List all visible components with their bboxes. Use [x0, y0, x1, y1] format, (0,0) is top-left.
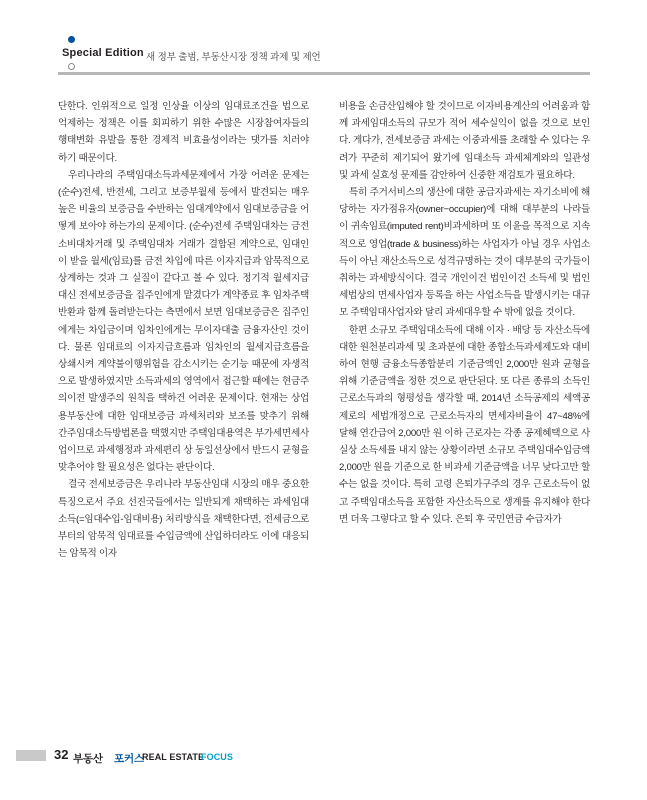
page-number: 32 — [54, 747, 69, 762]
paragraph: 우리나라의 주택임대소득과세문제에서 가장 어려운 문제는 (순수)전세, 반전세, 그리고 보증부월세 등에서 발견되는 매우 높은 비율의 보증금을 수반하는 임대계약에서 임대보증금을 어떻게 보아야 하는가의 문제이다. (순수)전세 주택임대차는 금전소비대차거래 및 주택임대차 거래가 결합된 계약으로, 임대인이 받을 월세(임료)를 금전 차입에 따른 이자지급과 암묵적으로 상계하는 것과 그 실질이 같다고 볼 수 있다. 정기적 월세지급 대신 전세보증금을 집주인에게 맡겼다가 계약종료 후 임차주택반환과 함께 돌려받는다는 측면에서 보면 임대보증금은 집주인에게는 차입금이며 임차인에게는 무이자대출 금융자산인 것이다. 물론 임대료의 이자지급흐름과 임차인의 월세지급흐름을 상쇄시켜 계약불이행위험을 감소시키는 순기능 때문에 자생적으로 발생하였지만 소득과세의 영역에서 접근할 때에는 현금주의이전 발생주의 원칙을 택하건 어려운 문제이다. 현재는 상업용부동산에 대한 임대보증금 과세처리와 보조를 맞추기 위해 간주임대소득방법론을 택했지만 주택임대용역은 부가세면세사업이므로 과세행정과 과세편리 상 동일선상에서 반드시 균형을 맞추어야 할 필요성은 없다는 판단이다. — [58, 169, 309, 474]
footer-accent-bar — [16, 750, 46, 761]
outline-dot-icon — [68, 63, 75, 70]
header-subtitle: 새 정부 출범, 부동산시장 정책 과제 및 제언 — [146, 51, 321, 63]
page-header — [58, 36, 590, 76]
header-special-edition-label: Special Edition — [62, 47, 144, 59]
paragraph: 결국 전세보증금은 우리나라 부동산임대 시장의 매우 중요한 특징으로서 주요 선진국들에서는 일반되게 채택하는 과세임대소득(=임대수입-임대비용) 처리방식을 채택한다면, 전세금으로부터의 암묵적 임대료를 수입금액에 산입하더라도 이에 대응되는 암묵적 이자 — [58, 479, 309, 560]
paragraph: 단한다. 인위적으로 일정 인상율 이상의 임대료조건을 법으로 억제하는 정책은 이를 회피하기 위한 수많은 시장참여자들의 행태변화 유발을 통한 경제적 비효율성이라는 댓가를 치러야 하기 때문이다. — [58, 101, 309, 164]
footer-journal-focus-en: FOCUS — [201, 752, 233, 762]
paragraph: 특히 주거서비스의 생산에 대한 공급자과세는 자기소비에 해당하는 자가점유자(owner−occupier)에 대해 대부분의 나라들이 귀속임료(imputed rent)비과세하며 또 이윤을 목적으로 지속적으로 영업(trade & business)하는 사업자가 아닐 경우 사업소득이 아닌 재산소득으로 성격규명하는 것이 대부분의 국가들이 취하는 과세방식이다. 결국 개인이건 법인이건 소득세 및 법인세법상의 면세사업자 등록을 하는 사업소득을 발생시키는 대규모 주택임대사업자와 달리 과세대우할 수 밖에 없을 것이다. — [339, 187, 590, 319]
footer-journal-title-en: REAL ESTATE — [142, 752, 205, 762]
body-columns — [58, 98, 590, 562]
paragraph: 한편 소규모 주택임대소득에 대해 이자 · 배당 등 자산소득에 대한 원천분리과세 및 초과분에 대한 종합소득과세제도와 대비하여 현행 금융소득종합분리 기준금액인 2,000만 원과 균형을 위해 기준금액을 정한 것으로 판단된다. 또 다른 종류의 소득인 근로소득과의 형평성을 생각할 때, 2014년 소득공제의 세액공제로의 세법개정으로 근로소득자의 면세자비율이 47~48%에 달해 연간급여 2,000만 원 이하 근로자는 각종 공제혜택으로 사실상 소득세를 내지 않는 상황이라면 소규모 주택임대수입금액 2,000만 원을 기준으로 한 비과세 기준금액을 너무 낮다고만 할 수는 없을 것이다. 특히 고령 은퇴가구주의 경우 근로소득이 없고 주택임대소득을 포함한 자산소득으로 생계를 유지해야 한다면 더욱 그렇다고 할 수 있다. 은퇴 후 국민연금 수급자가 — [339, 324, 590, 525]
right-column — [339, 98, 590, 562]
left-column — [58, 98, 309, 562]
paragraph: 비용을 손금산입해야 할 것이므로 이자비용계산의 어려움과 함께 과세임대소득의 규모가 적어 세수실익이 없을 것으로 보인다. 게다가, 전세보증금 과세는 이중과세를 초래할 수 있다는 우려가 꾸준히 제기되어 왔기에 임대소득 과세체계와의 일관성 및 과세 실효성 문제를 감안하여 신중한 재검토가 필요하다. — [339, 101, 590, 181]
header-divider — [58, 72, 590, 75]
footer-journal-focus-ko: 포커스 — [114, 753, 144, 765]
blue-dot-icon — [68, 36, 75, 43]
page-footer — [16, 747, 631, 772]
footer-journal-title-ko: 부동산 — [73, 753, 103, 765]
